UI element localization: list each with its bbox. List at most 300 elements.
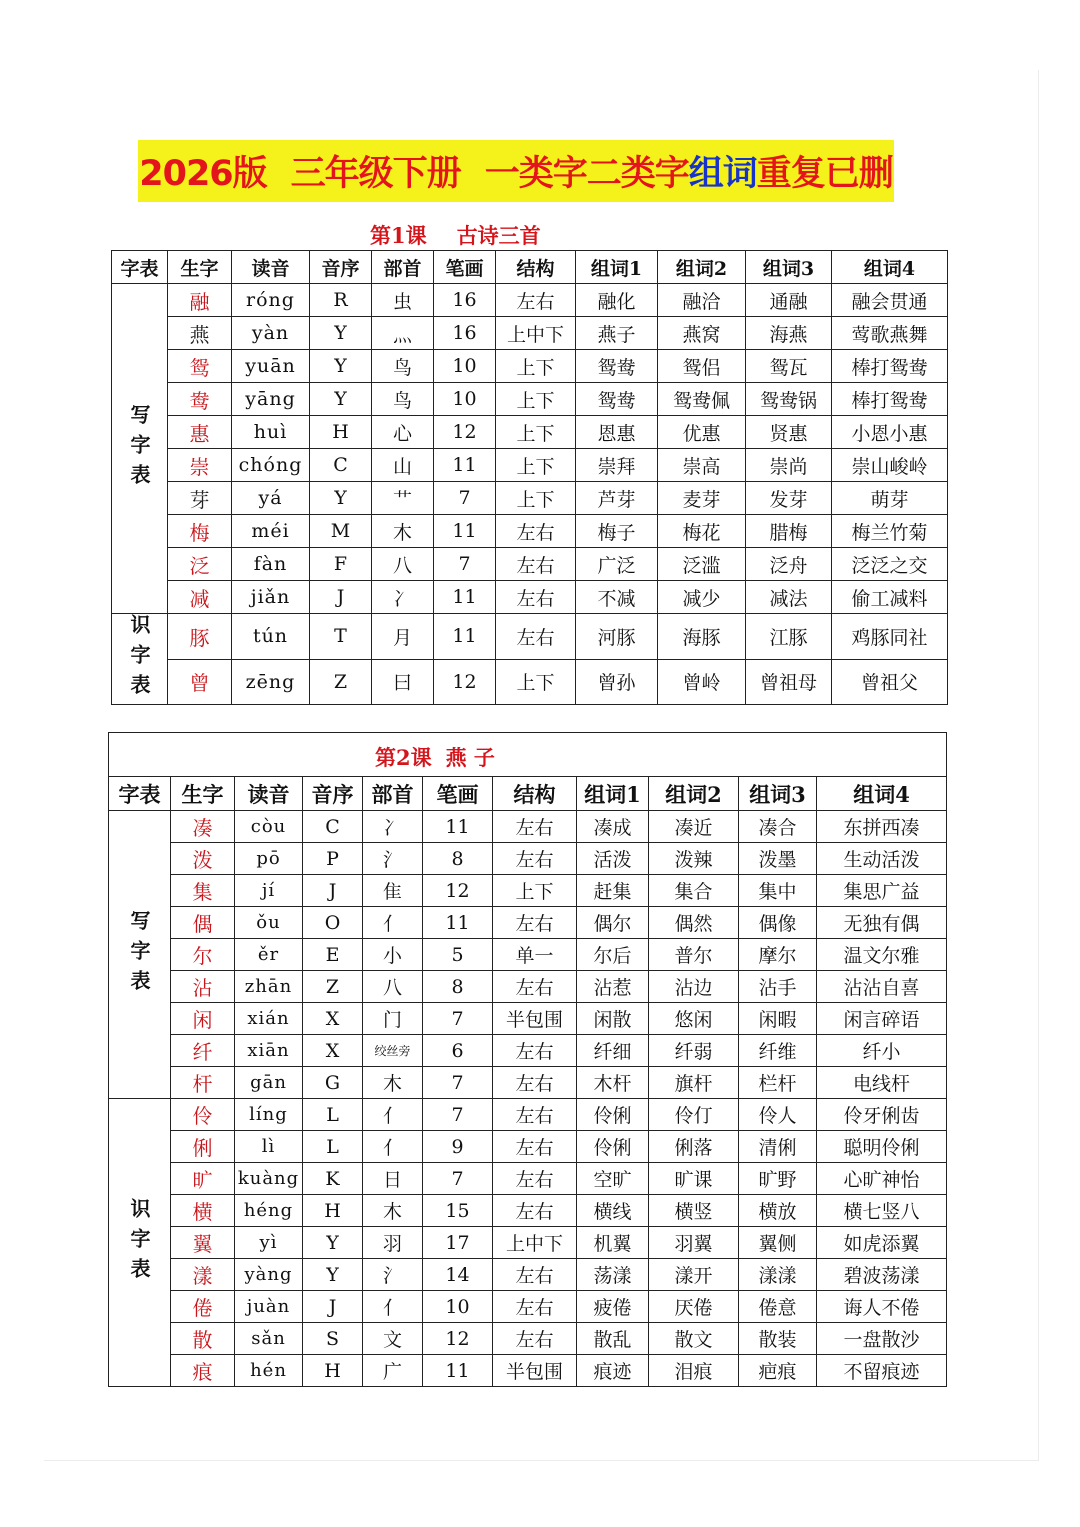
structure-cell: 左右 — [493, 1163, 577, 1195]
pinyin-cell: xián — [235, 1003, 303, 1035]
word-cell: 优惠 — [658, 416, 746, 449]
structure-cell: 单一 — [493, 939, 577, 971]
pinyin-cell: yì — [235, 1227, 303, 1259]
initial-cell: H — [303, 1195, 363, 1227]
strokes-cell: 11 — [434, 515, 496, 548]
structure-cell: 上下 — [496, 659, 576, 705]
pinyin-cell: hén — [235, 1355, 303, 1387]
initial-cell: F — [310, 548, 372, 581]
word-cell: 无独有偶 — [817, 907, 947, 939]
word-cell: 崇拜 — [576, 449, 658, 482]
structure-cell: 半包围 — [493, 1003, 577, 1035]
strokes-cell: 10 — [434, 350, 496, 383]
title-category: 一类字二类字 — [484, 154, 689, 194]
word-cell: 普尔 — [649, 939, 739, 971]
word-cell: 融化 — [576, 284, 658, 317]
initial-cell: J — [303, 875, 363, 907]
radical-cell: 氵 — [363, 843, 423, 875]
table-row — [109, 843, 947, 875]
word-cell: 如虎添翼 — [817, 1227, 947, 1259]
character-cell: 闲 — [171, 1003, 235, 1035]
word-cell: 江豚 — [746, 614, 832, 660]
word-cell: 伶俐 — [577, 1099, 649, 1131]
radical-cell: 木 — [372, 515, 434, 548]
table-row — [112, 449, 948, 482]
radical-cell: 木 — [363, 1195, 423, 1227]
word-cell: 横放 — [739, 1195, 817, 1227]
character-cell: 翼 — [171, 1227, 235, 1259]
initial-cell: Y — [310, 383, 372, 416]
character-cell: 纤 — [171, 1035, 235, 1067]
radical-cell: 八 — [363, 971, 423, 1003]
character-cell: 痕 — [171, 1355, 235, 1387]
table-row — [112, 317, 948, 350]
word-cell: 纤维 — [739, 1035, 817, 1067]
word-cell: 一盘散沙 — [817, 1323, 947, 1355]
word-cell: 梅花 — [658, 515, 746, 548]
initial-cell: L — [303, 1131, 363, 1163]
strokes-cell: 12 — [434, 659, 496, 705]
word-cell: 鸳鸯 — [576, 383, 658, 416]
table-row — [112, 581, 948, 614]
initial-cell: X — [303, 1035, 363, 1067]
pinyin-cell: pō — [235, 843, 303, 875]
pinyin-cell: yàn — [232, 317, 310, 350]
word-cell: 泛滥 — [658, 548, 746, 581]
column-header: 笔画 — [423, 777, 493, 811]
word-cell: 横七竖八 — [817, 1195, 947, 1227]
group-write: 写字表 — [109, 811, 171, 1099]
character-cell: 崇 — [168, 449, 232, 482]
table-row — [112, 383, 948, 416]
word-cell: 散文 — [649, 1323, 739, 1355]
radical-cell: 亻 — [363, 1131, 423, 1163]
radical-cell: 木 — [363, 1067, 423, 1099]
character-cell: 尔 — [171, 939, 235, 971]
strokes-cell: 11 — [423, 811, 493, 843]
word-cell: 曾祖母 — [746, 659, 832, 705]
strokes-cell: 6 — [423, 1035, 493, 1067]
word-cell: 萌芽 — [832, 482, 948, 515]
word-cell: 崇尚 — [746, 449, 832, 482]
word-cell: 泼墨 — [739, 843, 817, 875]
word-cell: 羽翼 — [649, 1227, 739, 1259]
radical-cell: 文 — [363, 1323, 423, 1355]
structure-cell: 上下 — [496, 416, 576, 449]
word-cell: 燕窝 — [658, 317, 746, 350]
structure-cell: 上下 — [496, 350, 576, 383]
column-header: 字表 — [109, 777, 171, 811]
pinyin-cell: méi — [232, 515, 310, 548]
word-cell: 贤惠 — [746, 416, 832, 449]
word-cell: 海豚 — [658, 614, 746, 660]
table-row — [112, 284, 948, 317]
word-cell: 曾岭 — [658, 659, 746, 705]
word-cell: 活泼 — [577, 843, 649, 875]
table-row — [109, 875, 947, 907]
radical-cell: 羽 — [363, 1227, 423, 1259]
column-header: 生字 — [168, 251, 232, 284]
word-cell: 沾边 — [649, 971, 739, 1003]
word-cell: 泛泛之交 — [832, 548, 948, 581]
column-header: 生字 — [171, 777, 235, 811]
word-cell: 泼辣 — [649, 843, 739, 875]
lesson2-number: 第2课 — [375, 744, 432, 770]
word-cell: 棒打鸳鸯 — [832, 350, 948, 383]
word-cell: 纤细 — [577, 1035, 649, 1067]
word-cell: 伶人 — [739, 1099, 817, 1131]
initial-cell: O — [303, 907, 363, 939]
radical-cell: 灬 — [372, 317, 434, 350]
radical-cell: 广 — [363, 1355, 423, 1387]
strokes-cell: 8 — [423, 971, 493, 1003]
strokes-cell: 11 — [434, 581, 496, 614]
character-cell: 杆 — [171, 1067, 235, 1099]
strokes-cell: 7 — [423, 1067, 493, 1099]
word-cell: 海燕 — [746, 317, 832, 350]
structure-cell: 上下 — [496, 449, 576, 482]
character-cell: 俐 — [171, 1131, 235, 1163]
strokes-cell: 11 — [423, 907, 493, 939]
word-cell: 减少 — [658, 581, 746, 614]
word-cell: 麦芽 — [658, 482, 746, 515]
strokes-cell: 7 — [423, 1099, 493, 1131]
strokes-cell: 7 — [423, 1003, 493, 1035]
radical-cell: 曰 — [372, 659, 434, 705]
initial-cell: L — [303, 1099, 363, 1131]
word-cell: 厌倦 — [649, 1291, 739, 1323]
word-cell: 旷野 — [739, 1163, 817, 1195]
structure-cell: 上中下 — [493, 1227, 577, 1259]
word-cell: 闲散 — [577, 1003, 649, 1035]
character-cell: 梅 — [168, 515, 232, 548]
initial-cell: C — [310, 449, 372, 482]
pinyin-cell: yāng — [232, 383, 310, 416]
table-row — [109, 811, 947, 843]
table-row — [109, 1035, 947, 1067]
word-cell: 偶像 — [739, 907, 817, 939]
pinyin-cell: jí — [235, 875, 303, 907]
strokes-cell: 7 — [434, 482, 496, 515]
initial-cell: J — [303, 1291, 363, 1323]
structure-cell: 左右 — [493, 811, 577, 843]
strokes-cell: 11 — [423, 1355, 493, 1387]
table-row — [112, 350, 948, 383]
word-cell: 翼侧 — [739, 1227, 817, 1259]
pinyin-cell: chóng — [232, 449, 310, 482]
structure-cell: 上下 — [493, 875, 577, 907]
initial-cell: Z — [310, 659, 372, 705]
table-row — [109, 1259, 947, 1291]
word-cell: 河豚 — [576, 614, 658, 660]
strokes-cell: 15 — [423, 1195, 493, 1227]
character-cell: 伶 — [171, 1099, 235, 1131]
radical-cell: 门 — [363, 1003, 423, 1035]
character-cell: 沾 — [171, 971, 235, 1003]
strokes-cell: 14 — [423, 1259, 493, 1291]
structure-cell: 左右 — [493, 1067, 577, 1099]
radical-cell: 亻 — [363, 907, 423, 939]
radical-cell: 虫 — [372, 284, 434, 317]
word-cell: 沾手 — [739, 971, 817, 1003]
word-cell: 腊梅 — [746, 515, 832, 548]
pinyin-cell: ǒu — [235, 907, 303, 939]
strokes-cell: 10 — [434, 383, 496, 416]
word-cell: 鸡豚同社 — [832, 614, 948, 660]
table-row — [109, 1163, 947, 1195]
structure-cell: 上下 — [496, 482, 576, 515]
lesson2-subtitle: 燕 子 — [445, 744, 495, 770]
word-cell: 曾孙 — [576, 659, 658, 705]
character-cell: 旷 — [171, 1163, 235, 1195]
table-row — [112, 659, 948, 705]
word-cell: 泛舟 — [746, 548, 832, 581]
lesson2-header-row — [109, 777, 947, 811]
column-header: 组词2 — [649, 777, 739, 811]
character-cell: 曾 — [168, 659, 232, 705]
word-cell: 木杆 — [577, 1067, 649, 1099]
pinyin-cell: kuàng — [235, 1163, 303, 1195]
title-note: 重复已删 — [756, 154, 893, 194]
column-header: 笔画 — [434, 251, 496, 284]
table-row — [109, 1067, 947, 1099]
initial-cell: R — [310, 284, 372, 317]
structure-cell: 左右 — [496, 614, 576, 660]
initial-cell: G — [303, 1067, 363, 1099]
word-cell: 悠闲 — [649, 1003, 739, 1035]
column-header: 部首 — [363, 777, 423, 811]
character-cell: 融 — [168, 284, 232, 317]
table-row — [109, 1355, 947, 1387]
word-cell: 不减 — [576, 581, 658, 614]
pinyin-cell: huì — [232, 416, 310, 449]
character-cell: 豚 — [168, 614, 232, 660]
word-cell: 鸳瓦 — [746, 350, 832, 383]
word-cell: 沾沾自喜 — [817, 971, 947, 1003]
structure-cell: 左右 — [493, 1131, 577, 1163]
initial-cell: X — [303, 1003, 363, 1035]
word-cell: 东拼西凑 — [817, 811, 947, 843]
word-cell: 集思广益 — [817, 875, 947, 907]
word-cell: 清俐 — [739, 1131, 817, 1163]
word-cell: 旷课 — [649, 1163, 739, 1195]
radical-cell: 山 — [372, 449, 434, 482]
structure-cell: 左右 — [493, 843, 577, 875]
initial-cell: Y — [310, 350, 372, 383]
word-cell: 集中 — [739, 875, 817, 907]
word-cell: 倦意 — [739, 1291, 817, 1323]
strokes-cell: 16 — [434, 284, 496, 317]
table-row — [109, 939, 947, 971]
initial-cell: Y — [303, 1227, 363, 1259]
initial-cell: H — [310, 416, 372, 449]
column-header: 音序 — [310, 251, 372, 284]
character-cell: 泼 — [171, 843, 235, 875]
column-header: 部首 — [372, 251, 434, 284]
word-cell: 赶集 — [577, 875, 649, 907]
initial-cell: Z — [303, 971, 363, 1003]
word-cell: 疲倦 — [577, 1291, 649, 1323]
word-cell: 伶俐 — [577, 1131, 649, 1163]
table-row — [109, 1291, 947, 1323]
word-cell: 崇山峻岭 — [832, 449, 948, 482]
pinyin-cell: róng — [232, 284, 310, 317]
word-cell: 诲人不倦 — [817, 1291, 947, 1323]
initial-cell: K — [303, 1163, 363, 1195]
initial-cell: H — [303, 1355, 363, 1387]
word-cell: 通融 — [746, 284, 832, 317]
lesson2-caption-cell — [109, 733, 947, 777]
word-cell: 沾惹 — [577, 971, 649, 1003]
table-row — [112, 614, 948, 660]
word-cell: 棒打鸳鸯 — [832, 383, 948, 416]
group-write: 写字表 — [112, 284, 168, 614]
strokes-cell: 10 — [423, 1291, 493, 1323]
column-header: 组词4 — [832, 251, 948, 284]
initial-cell: P — [303, 843, 363, 875]
word-cell: 电线杆 — [817, 1067, 947, 1099]
table-row — [109, 1323, 947, 1355]
word-cell: 崇高 — [658, 449, 746, 482]
group-read: 识字表 — [112, 614, 168, 705]
word-cell: 散装 — [739, 1323, 817, 1355]
word-cell: 鸳鸯锅 — [746, 383, 832, 416]
strokes-cell: 11 — [434, 449, 496, 482]
strokes-cell: 12 — [434, 416, 496, 449]
character-cell: 惠 — [168, 416, 232, 449]
pinyin-cell: còu — [235, 811, 303, 843]
column-header: 组词1 — [576, 251, 658, 284]
word-cell: 泪痕 — [649, 1355, 739, 1387]
word-cell: 减法 — [746, 581, 832, 614]
word-cell: 发芽 — [746, 482, 832, 515]
strokes-cell: 12 — [423, 875, 493, 907]
column-header: 字表 — [112, 251, 168, 284]
word-cell: 疤痕 — [739, 1355, 817, 1387]
radical-cell: 亻 — [363, 1099, 423, 1131]
radical-cell: 日 — [363, 1163, 423, 1195]
column-header: 组词2 — [658, 251, 746, 284]
pinyin-cell: sǎn — [235, 1323, 303, 1355]
word-cell: 碧波荡漾 — [817, 1259, 947, 1291]
word-cell: 旗杆 — [649, 1067, 739, 1099]
structure-cell: 上下 — [496, 383, 576, 416]
radical-cell: 冫 — [372, 581, 434, 614]
word-cell: 梅兰竹菊 — [832, 515, 948, 548]
lesson2-title — [375, 745, 495, 770]
structure-cell: 半包围 — [493, 1355, 577, 1387]
column-header: 读音 — [235, 777, 303, 811]
pinyin-cell: héng — [235, 1195, 303, 1227]
initial-cell: J — [310, 581, 372, 614]
table-row — [109, 1195, 947, 1227]
structure-cell: 左右 — [493, 907, 577, 939]
word-cell: 凑近 — [649, 811, 739, 843]
pinyin-cell: ěr — [235, 939, 303, 971]
initial-cell: C — [303, 811, 363, 843]
word-cell: 偶尔 — [577, 907, 649, 939]
word-cell: 机翼 — [577, 1227, 649, 1259]
character-cell: 凑 — [171, 811, 235, 843]
word-cell: 温文尔雅 — [817, 939, 947, 971]
column-header: 结构 — [496, 251, 576, 284]
structure-cell: 左右 — [493, 1195, 577, 1227]
pinyin-cell: zhān — [235, 971, 303, 1003]
strokes-cell: 9 — [423, 1131, 493, 1163]
initial-cell: M — [310, 515, 372, 548]
radical-cell: 鸟 — [372, 350, 434, 383]
pinyin-cell: fàn — [232, 548, 310, 581]
page-title — [138, 140, 894, 202]
radical-cell: 绞丝旁 — [363, 1035, 423, 1067]
word-cell: 凑合 — [739, 811, 817, 843]
structure-cell: 左右 — [493, 1291, 577, 1323]
word-cell: 心旷神怡 — [817, 1163, 947, 1195]
table-row — [109, 1131, 947, 1163]
table-row — [112, 416, 948, 449]
radical-cell: 鸟 — [372, 383, 434, 416]
structure-cell: 左右 — [493, 1035, 577, 1067]
pinyin-cell: yàng — [235, 1259, 303, 1291]
initial-cell: T — [310, 614, 372, 660]
radical-cell: 八 — [372, 548, 434, 581]
word-cell: 燕子 — [576, 317, 658, 350]
structure-cell: 上中下 — [496, 317, 576, 350]
word-cell: 莺歌燕舞 — [832, 317, 948, 350]
word-cell: 散乱 — [577, 1323, 649, 1355]
word-cell: 偷工减料 — [832, 581, 948, 614]
word-cell: 广泛 — [576, 548, 658, 581]
initial-cell: S — [303, 1323, 363, 1355]
table-row — [109, 1227, 947, 1259]
column-header: 组词3 — [739, 777, 817, 811]
radical-cell: 氵 — [363, 1259, 423, 1291]
word-cell: 横竖 — [649, 1195, 739, 1227]
strokes-cell: 7 — [423, 1163, 493, 1195]
word-cell: 生动活泼 — [817, 843, 947, 875]
word-cell: 凑成 — [577, 811, 649, 843]
pinyin-cell: yuān — [232, 350, 310, 383]
structure-cell: 左右 — [493, 1259, 577, 1291]
pinyin-cell: lì — [235, 1131, 303, 1163]
word-cell: 芦芽 — [576, 482, 658, 515]
word-cell: 尔后 — [577, 939, 649, 971]
word-cell: 横线 — [577, 1195, 649, 1227]
word-cell: 痕迹 — [577, 1355, 649, 1387]
word-cell: 恩惠 — [576, 416, 658, 449]
structure-cell: 左右 — [493, 1323, 577, 1355]
pinyin-cell: gān — [235, 1067, 303, 1099]
word-cell: 融洽 — [658, 284, 746, 317]
word-cell: 荡漾 — [577, 1259, 649, 1291]
table-row — [109, 907, 947, 939]
word-cell: 曾祖父 — [832, 659, 948, 705]
character-cell: 鸯 — [168, 383, 232, 416]
lesson2-table — [108, 732, 947, 1387]
word-cell: 漾漾 — [739, 1259, 817, 1291]
radical-cell: 心 — [372, 416, 434, 449]
table-row — [109, 971, 947, 1003]
word-cell: 纤小 — [817, 1035, 947, 1067]
word-cell: 集合 — [649, 875, 739, 907]
table-row — [112, 515, 948, 548]
initial-cell: Y — [303, 1259, 363, 1291]
title-grade: 三年级下册 — [290, 154, 461, 194]
lesson1-number: 第1课 — [370, 223, 427, 248]
word-cell: 偶然 — [649, 907, 739, 939]
word-cell: 融会贯通 — [832, 284, 948, 317]
table-row — [109, 1099, 947, 1131]
